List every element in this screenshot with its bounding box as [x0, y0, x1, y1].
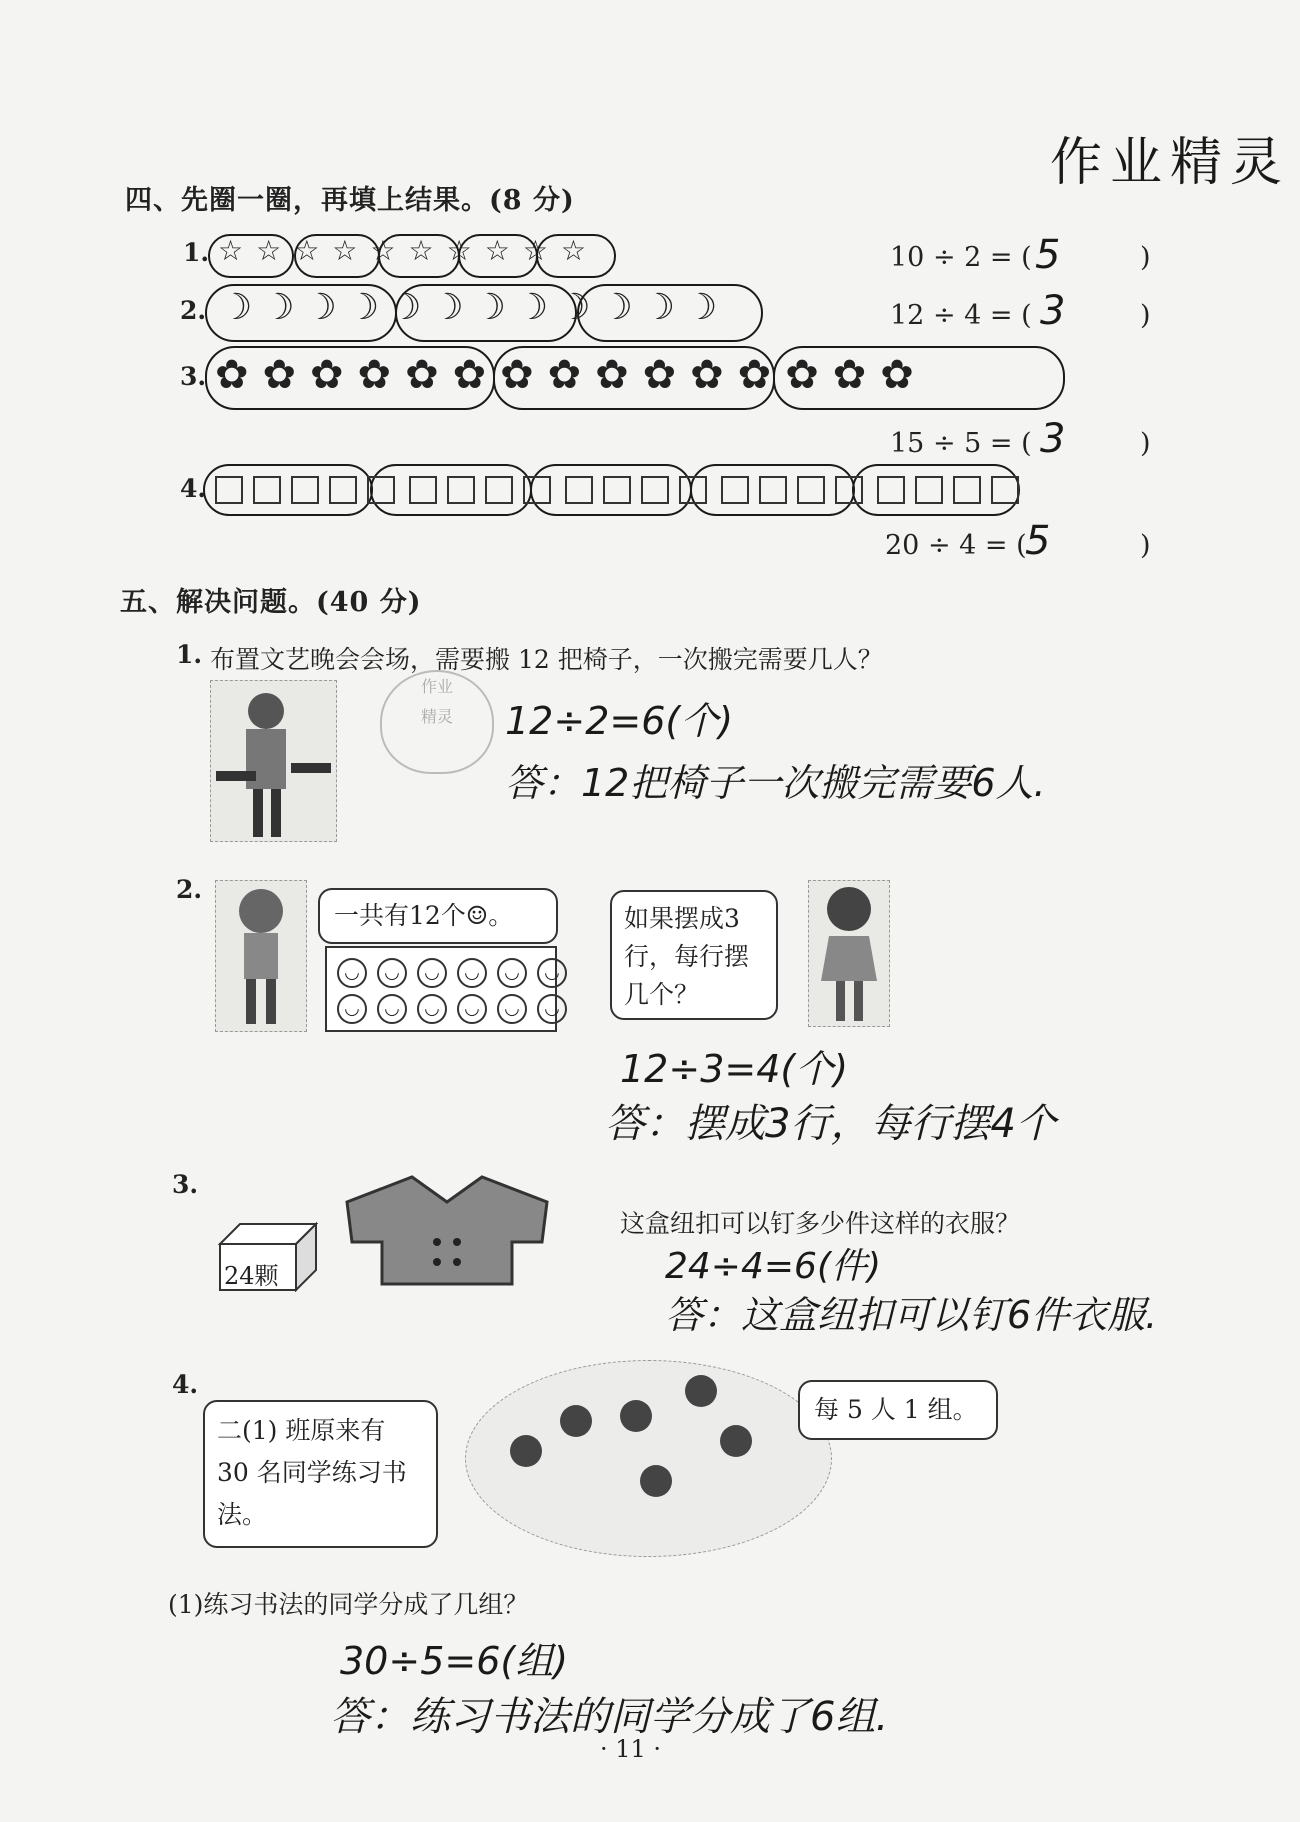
- q4-subquestion-1: (1)练习书法的同学分成了几组？: [168, 1590, 529, 1619]
- q4-right-bubble-text: 每 5 人 1 组。: [814, 1395, 978, 1424]
- smiley-icon: ◡: [537, 958, 567, 988]
- item-4-close: ): [1140, 530, 1151, 561]
- q3-number: 3.: [172, 1170, 199, 1199]
- q1-text: 布置文艺晚会会场，需要搬 12 把椅子，一次搬完需要几人？: [210, 645, 883, 674]
- students-in-circle-illustration: [465, 1360, 832, 1557]
- q4-number: 4.: [172, 1370, 199, 1399]
- q3-work[interactable]: 24÷4=6(件): [665, 1246, 882, 1287]
- item-1-number: 1.: [183, 238, 210, 267]
- q1-answer[interactable]: 答：12把椅子一次搬完需要6人.: [505, 761, 1046, 805]
- q2-right-bubble-text: 如果摆成3行，每行摆几个？: [624, 904, 750, 1009]
- page-number: · 11 ·: [600, 1735, 662, 1763]
- section-5-title: 五、解决问题。(40 分): [120, 587, 422, 618]
- q4-left-speech-bubble: [203, 1400, 438, 1548]
- smiley-icon: ◡: [537, 994, 567, 1024]
- q2-right-speech-bubble: [610, 890, 778, 1020]
- section-4-title: 四、先圈一圈，再填上结果。(8 分): [125, 185, 575, 216]
- boy-carrying-chairs-illustration: [210, 680, 337, 842]
- item-1-equation: 10 ÷ 2 = (: [890, 242, 1032, 273]
- item-3-equation: 15 ÷ 5 = (: [890, 428, 1032, 459]
- item-2-close: ): [1140, 300, 1151, 331]
- item-4-equation: 20 ÷ 4 = (: [885, 530, 1027, 561]
- q2-left-bubble-text: 一共有12个☺。: [334, 901, 514, 930]
- smiley-icon: ◡: [337, 958, 367, 988]
- smiley-icon: ◡: [377, 958, 407, 988]
- smiley-icon: ◡: [497, 958, 527, 988]
- smiley-icon: ◡: [497, 994, 527, 1024]
- smiley-icon: ◡: [457, 958, 487, 988]
- stamp-watermark: 作业 精灵: [380, 670, 494, 774]
- smiley-grid: [325, 946, 560, 1032]
- item-4-number: 4.: [180, 474, 207, 503]
- smiley-icon: ◡: [377, 994, 407, 1024]
- item-3-close: ): [1140, 428, 1151, 459]
- flower-icon-row: ✿✿✿✿✿✿✿✿✿✿✿✿✿✿✿: [215, 352, 928, 398]
- item-2-number: 2.: [180, 296, 207, 325]
- jacket-illustration: [342, 1172, 552, 1287]
- square-icon-row: [215, 476, 1029, 504]
- item-3-answer[interactable]: 3: [1040, 416, 1066, 462]
- q4-work[interactable]: 30÷5=6(组): [340, 1639, 569, 1683]
- q4-left-bubble-text: 二(1) 班原来有 30 名同学练习书法。: [217, 1416, 407, 1529]
- item-2-equation: 12 ÷ 4 = (: [890, 300, 1032, 331]
- smiley-icon: ◡: [417, 994, 447, 1024]
- q1-number: 1.: [176, 640, 203, 669]
- boy-talking-illustration: [215, 880, 307, 1032]
- moon-icon-row: ☽☽☽☽☽☽☽☽☽☽☽☽: [220, 287, 728, 328]
- item-1-close: ): [1140, 242, 1151, 273]
- item-4-answer[interactable]: 5: [1025, 518, 1051, 564]
- q4-answer[interactable]: 答：练习书法的同学分成了6组.: [330, 1694, 889, 1740]
- q3-answer[interactable]: 答：这盒纽扣可以钉6件衣服.: [665, 1293, 1158, 1337]
- star-icon-row: ☆☆☆☆☆☆☆☆☆☆: [218, 234, 600, 267]
- q2-left-speech-bubble: [318, 888, 558, 944]
- smiley-icon: ◡: [337, 994, 367, 1024]
- q2-work[interactable]: 12÷3=4(个): [620, 1047, 849, 1091]
- q2-number: 2.: [176, 875, 203, 904]
- smiley-icon: ◡: [417, 958, 447, 988]
- item-3-number: 3.: [180, 362, 207, 391]
- watermark-text: 作业精灵: [1050, 133, 1291, 193]
- girl-asking-illustration: [808, 880, 890, 1027]
- smiley-icon: ◡: [457, 994, 487, 1024]
- q3-text: 这盒纽扣可以钉多少件这样的衣服？: [620, 1209, 1021, 1238]
- item-1-answer[interactable]: 5: [1035, 232, 1061, 278]
- q2-answer[interactable]: 答：摆成3行，每行摆4个: [605, 1101, 1056, 1147]
- q1-work[interactable]: 12÷2=6(个): [505, 699, 734, 743]
- item-2-answer[interactable]: 3: [1040, 288, 1066, 334]
- q4-right-speech-bubble: [798, 1380, 998, 1440]
- box-label: 24颗: [224, 1262, 279, 1290]
